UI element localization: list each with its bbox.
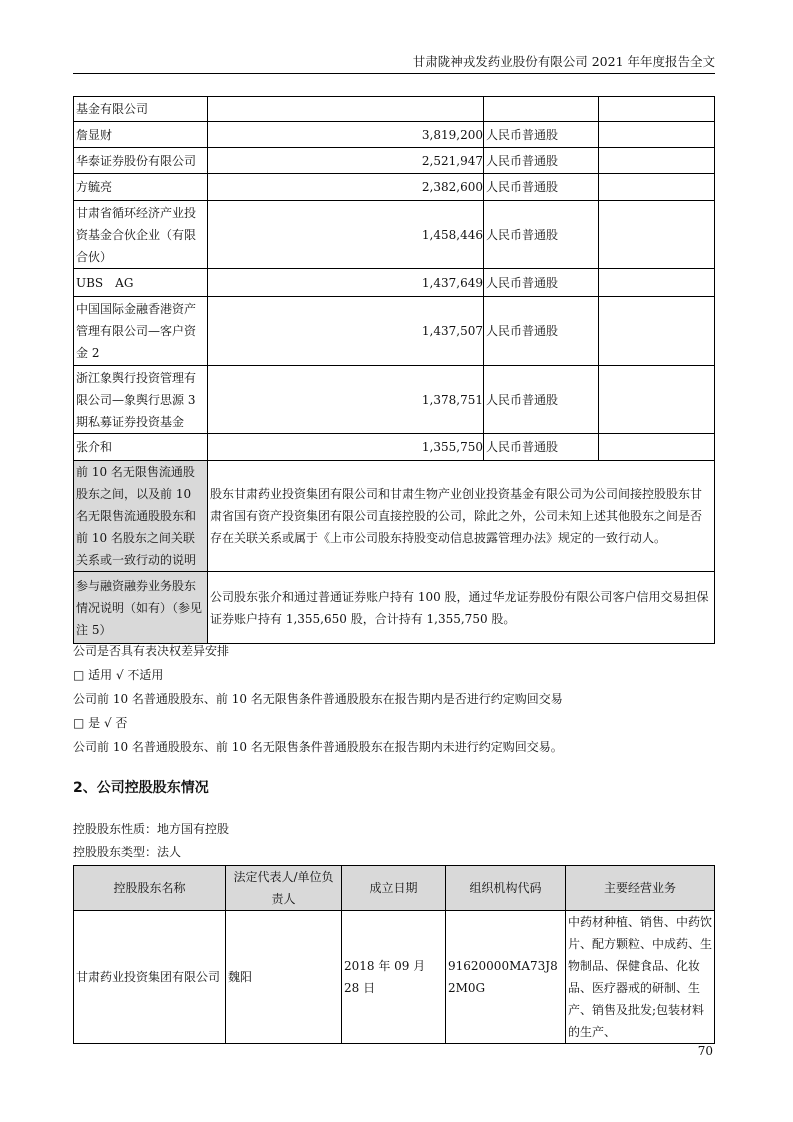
- share-count: 1,437,649: [208, 269, 484, 297]
- share-count: 3,819,200: [208, 122, 484, 148]
- controller-type: 控股股东类型：法人: [73, 845, 182, 859]
- shareholder-row: [74, 269, 715, 297]
- controller-name: 甘肃药业投资集团有限公司: [74, 911, 226, 1044]
- share-count: 1,355,750: [208, 434, 484, 461]
- empty-cell: [599, 174, 715, 201]
- col-header: 主要经营业务: [566, 866, 715, 911]
- shareholder-row: [74, 122, 715, 148]
- section-title: 2、公司控股股东情况: [73, 780, 209, 796]
- share-type: 人民币普通股: [484, 434, 599, 461]
- col-header: 组织机构代码: [446, 866, 566, 911]
- share-count: 2,521,947: [208, 148, 484, 174]
- share-type: 人民币普通股: [484, 201, 599, 269]
- org-code: 91620000MA73J82M0G: [446, 911, 566, 1044]
- shareholder-name: UBS AG: [74, 269, 208, 297]
- body-line: □ 适用 √ 不适用: [73, 668, 164, 682]
- page-header: 甘肃陇神戎发药业股份有限公司 2021 年年度报告全文: [412, 54, 715, 69]
- legal-rep: 魏阳: [226, 911, 342, 1044]
- note-row: [74, 461, 715, 572]
- empty-cell: [599, 269, 715, 297]
- main-business: 中药材种植、销售、中药饮片、配方颗粒、中成药、生物制品、保健食品、化妆品、医疗器戒的研制、生产、销售及批发;包装材料的生产、: [566, 911, 715, 1044]
- empty-cell: [599, 297, 715, 366]
- col-header: 控股股东名称: [74, 866, 226, 911]
- share-count: 1,378,751: [208, 366, 484, 434]
- note-label: 参与融资融券业务股东情况说明（如有）（参见注 5）: [74, 572, 208, 644]
- share-type: 人民币普通股: [484, 269, 599, 297]
- share-type: 人民币普通股: [484, 297, 599, 366]
- share-count: 2,382,600: [208, 174, 484, 201]
- shareholder-row: [74, 174, 715, 201]
- note-row: [74, 572, 715, 644]
- empty-cell: [599, 122, 715, 148]
- body-line: □ 是 √ 否: [73, 716, 128, 730]
- shareholder-name: 中国国际金融香港资产管理有限公司—客户资金 2: [74, 297, 208, 366]
- shareholder-row: [74, 201, 715, 269]
- note-text: 公司股东张介和通过普通证券账户持有 100 股，通过华龙证券股份有限公司客户信用交易担保证券账户持有 1,355,650 股，合计持有 1,355,750 股。: [208, 572, 715, 644]
- share-type: 人民币普通股: [484, 366, 599, 434]
- col-header: 成立日期: [342, 866, 446, 911]
- shareholder-row: [74, 97, 715, 122]
- col-header: 法定代表人/单位负责人: [226, 866, 342, 911]
- body-line: 公司是否具有表决权差异安排: [73, 644, 230, 658]
- note-label: 前 10 名无限售流通股股东之间，以及前 10 名无限售流通股股东和前 10 名股东之间关联关系或一致行动的说明: [74, 461, 208, 572]
- shareholder-name: 甘肃省循环经济产业投资基金合伙企业（有限合伙）: [74, 201, 208, 269]
- controller-table: [73, 865, 715, 1044]
- shareholder-row: [74, 148, 715, 174]
- empty-cell: [599, 366, 715, 434]
- body-line: 公司前 10 名普通股股东、前 10 名无限售条件普通股股东在报告期内是否进行约定购回交易: [73, 692, 563, 706]
- share-type: 人民币普通股: [484, 122, 599, 148]
- empty-cell: [599, 148, 715, 174]
- share-count: 1,437,507: [208, 297, 484, 366]
- shareholders-table: [73, 96, 715, 644]
- empty-cell: [599, 201, 715, 269]
- body-line: 公司前 10 名普通股股东、前 10 名无限售条件普通股股东在报告期内未进行约定购回交易。: [73, 740, 563, 754]
- empty-cell: [599, 97, 715, 122]
- shareholder-name: 华泰证券股份有限公司: [74, 148, 208, 174]
- shareholder-row: [74, 297, 715, 366]
- shareholder-name: 张介和: [74, 434, 208, 461]
- controller-nature: 控股股东性质：地方国有控股: [73, 822, 230, 836]
- share-type: [484, 97, 599, 122]
- shareholder-row: [74, 366, 715, 434]
- shareholder-name: 詹显财: [74, 122, 208, 148]
- controller-row: [74, 911, 715, 1044]
- page-number: 70: [697, 1044, 713, 1058]
- share-count: 1,458,446: [208, 201, 484, 269]
- shareholder-row: [74, 434, 715, 461]
- share-type: 人民币普通股: [484, 148, 599, 174]
- share-count: [208, 97, 484, 122]
- shareholder-name: 方毓亮: [74, 174, 208, 201]
- note-text: 股东甘肃药业投资集团有限公司和甘肃生物产业创业投资基金有限公司为公司间接控股股东甘肃省国有资产投资集团有限公司直接控股的公司，除此之外，公司未知上述其他股东之间是否存在关联关系或属于《上市公司股东持股变动信息披露管理办法》规定的一致行动人。: [208, 461, 715, 572]
- shareholder-name: 基金有限公司: [74, 97, 208, 122]
- shareholder-name: 浙江象舆行投资管理有限公司—象舆行思源 3 期私募证券投资基金: [74, 366, 208, 434]
- header-rule: [73, 73, 715, 74]
- share-type: 人民币普通股: [484, 174, 599, 201]
- controller-header-row: [74, 866, 715, 911]
- established-date: 2018 年 09 月 28 日: [342, 911, 446, 1044]
- empty-cell: [599, 434, 715, 461]
